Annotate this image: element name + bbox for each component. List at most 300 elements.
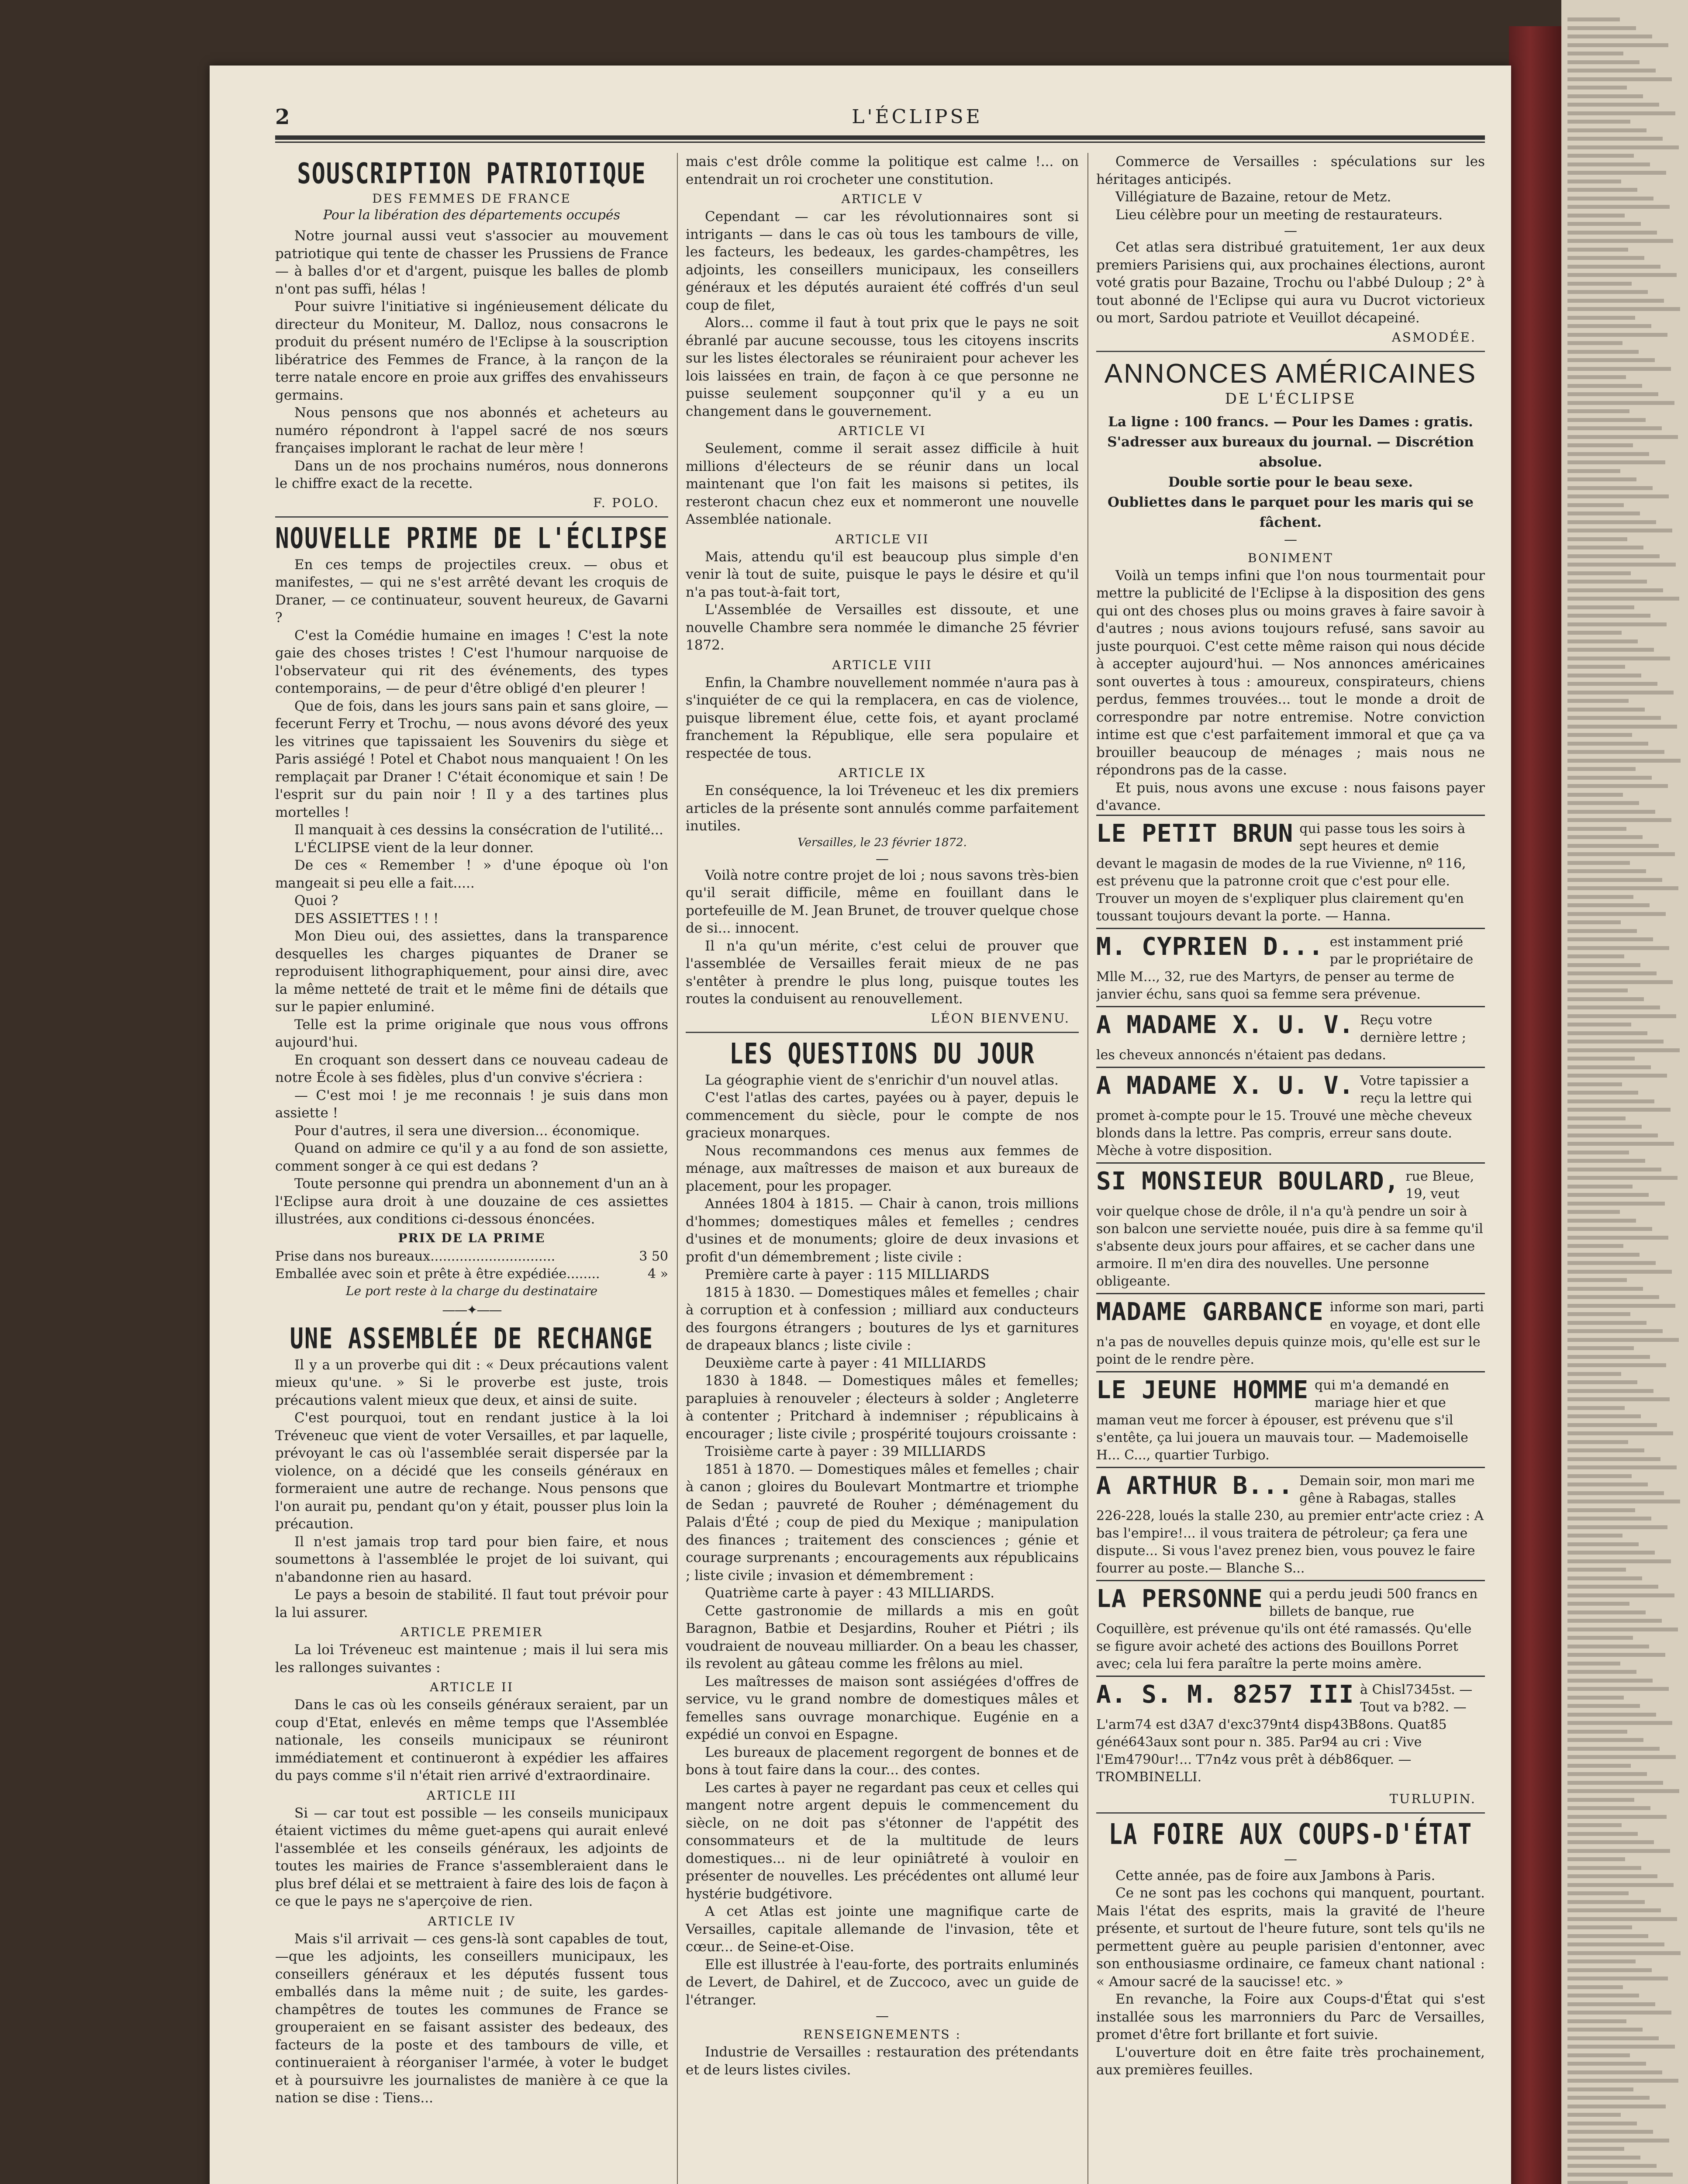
article-heading: ARTICLE III	[426, 1788, 517, 1803]
facing-page-edge	[1561, 0, 1688, 2184]
facing-page-text-line	[1567, 1210, 1620, 1214]
facing-page-text-line	[1567, 1329, 1663, 1333]
facing-page-text-line	[1567, 392, 1658, 396]
facing-page-text-line	[1567, 708, 1645, 712]
facing-page-text-line	[1567, 1133, 1658, 1137]
section-rule	[1096, 1812, 1485, 1814]
facing-page-text-line	[1567, 767, 1636, 771]
paragraph: Il n'a qu'un mérite, c'est celui de prouver que l'assemblée de Versailles ferait mieux de ne pas s'entêter à prendre le plus long, puisque toutes les routes la conduisent au renouvellement.	[686, 938, 1079, 1007]
facing-page-text-line	[1567, 1687, 1669, 1691]
dash-divider: —	[876, 851, 889, 867]
facing-page-text-line	[1567, 1151, 1629, 1154]
facing-page-text-line	[1567, 810, 1655, 814]
facing-page-text-line	[1567, 1448, 1644, 1452]
facing-page-text-line	[1567, 1440, 1628, 1444]
classified-ad	[1096, 1293, 1485, 1371]
facing-page-text-line	[1567, 299, 1664, 303]
paragraph: Nous pensons que nos abonnés et acheteurs au numéro répondront à l'appel sacré de nos sœurs françaises implorant le rachat de leur mère !	[275, 405, 668, 456]
facing-page-text-line	[1567, 1662, 1620, 1666]
facing-page-text-line	[1567, 920, 1621, 924]
facing-page-text-line	[1567, 2139, 1669, 2143]
paragraph: 1830 à 1848. — Domestiques mâles et femelles; parapluies à renouveler ; électeurs à solder ; Angleterre à contenter ; Pritchard à indemniser ; républicains à encourager ; liste civile ; prospérité toujours croissante :	[686, 1373, 1079, 1442]
facing-page-text-line	[1567, 1065, 1651, 1069]
facing-page-text-line	[1567, 648, 1654, 652]
facing-page-text-line	[1567, 17, 1620, 21]
facing-page-text-line	[1567, 307, 1680, 311]
paragraph: En revanche, la Foire aux Coups-d'État qui s'est installée sous les marronniers du Parc de Versailles, promet d'être fort brillante et fort suivie.	[1096, 1991, 1485, 2042]
shipping-note: Le port reste à la charge du destinataire	[345, 1283, 598, 1298]
paragraph: Dans un de nos prochains numéros, nous donnerons le chiffre exact de la recette.	[275, 458, 668, 491]
facing-page-text-line	[1567, 1849, 1670, 1853]
facing-page-text-line	[1567, 486, 1653, 490]
facing-page-text-line	[1567, 2028, 1643, 2032]
facing-page-text-line	[1567, 401, 1674, 405]
facing-page-text-line	[1567, 443, 1633, 447]
facing-page-text-line	[1567, 1823, 1622, 1827]
section-rule	[1096, 351, 1485, 352]
facing-page-text-line	[1567, 1747, 1660, 1751]
facing-page-text-line	[1567, 214, 1625, 218]
facing-page-text-line	[1567, 1159, 1645, 1163]
paragraph: 1815 à 1830. — Domestiques mâles et femelles ; chair à corruption et à confession ; milliard aux conducteurs des fourgons étrangers ; boutures de lys et garnitures de drapeaux blancs ; liste civile :	[686, 1284, 1079, 1353]
facing-page-text-line	[1567, 1721, 1672, 1725]
paragraph: Lieu célèbre pour un meeting de restaurateurs.	[1115, 207, 1443, 223]
paragraph: DES ASSIETTES ! ! !	[294, 910, 439, 926]
facing-page-text-line	[1567, 563, 1676, 567]
facing-page-text-line	[1567, 580, 1647, 584]
classified-ad	[1096, 1067, 1485, 1162]
facing-page-text-line	[1567, 971, 1657, 975]
facing-page-text-line	[1567, 1142, 1674, 1146]
price-row	[275, 1248, 668, 1265]
facing-page-text-line	[1567, 350, 1639, 354]
paragraph: 1851 à 1870. — Domestiques mâles et femelles ; chair à canon ; gloires du Boulevart Montmartre et triomphe de Sedan ; pauvreté de Rouher ; déménagement du Palais d'Été ; coup de pied du Mexique ; manipulation des finances ; traitement des consciences ; génie et courage surprenants ; encouragements aux républicains ; liste civile ; invasion et démembrement :	[686, 1461, 1079, 1583]
facing-page-text-line	[1567, 1798, 1634, 1802]
facing-page-text-line	[1567, 1423, 1657, 1427]
paragraph: Pour suivre l'initiative si ingénieusement délicate du directeur du Moniteur, M. Dalloz, nous consacrons le produit du présent numéro de l'Eclipse à la souscription libératrice des Femmes de France, à la rançon de la terre natale encore en proie aux griffes des envahisseurs germains.	[275, 299, 668, 403]
paragraph: Villégiature de Bazaine, retour de Metz.	[1115, 189, 1391, 205]
facing-page-text-line	[1567, 733, 1632, 737]
header-rule-thin	[275, 142, 1485, 143]
facing-page-text-line	[1567, 452, 1649, 456]
price-row	[275, 1265, 668, 1283]
paragraph: Telle est la prime originale que nous vous offrons aujourd'hui.	[275, 1016, 668, 1050]
facing-page-text-line	[1567, 2147, 1624, 2151]
facing-page-text-line	[1567, 1312, 1630, 1316]
facing-page-text-line	[1567, 1576, 1642, 1580]
facing-page-text-line	[1567, 2122, 1637, 2125]
facing-page-text-line	[1567, 1900, 1645, 1904]
facing-page-text-line	[1567, 1474, 1632, 1478]
price-value: 4 »	[648, 1266, 668, 1282]
article-heading: ARTICLE VIII	[832, 657, 932, 672]
facing-page-text-line	[1567, 1942, 1664, 1946]
facing-page-text-line	[1567, 1857, 1625, 1861]
facing-page-text-line	[1567, 835, 1643, 839]
facing-page-text-line	[1567, 1099, 1654, 1103]
facing-page-text-line	[1567, 145, 1679, 149]
paragraph: Il n'est jamais trop tard pour bien faire, et nous soumettons à l'assemblée le projet de loi suivant, qui n'abandonne rien au hasard.	[275, 1534, 668, 1585]
facing-page-text-line	[1567, 622, 1667, 626]
facing-page-text-line	[1567, 1372, 1621, 1376]
facing-page-text-line	[1567, 1738, 1643, 1742]
facing-page-text-line	[1567, 1883, 1674, 1887]
facing-page-text-line	[1567, 546, 1643, 549]
facing-page-text-line	[1567, 571, 1631, 575]
questions-title: LES QUESTIONS DU JOUR	[729, 1037, 1035, 1070]
facing-page-text-line	[1567, 1287, 1643, 1291]
facing-page-text-line	[1567, 137, 1663, 141]
facing-page-text-line	[1567, 1168, 1661, 1171]
column-1	[275, 153, 668, 2184]
paragraph: A cet Atlas est jointe une magnifique carte de Versailles, capitale allemande de l'invasion, tête et cœur... de Seine-et-Oise.	[686, 1904, 1079, 1955]
facing-page-text-line	[1567, 1951, 1681, 1955]
ad-name: A MADAME X. U. V.	[1096, 1071, 1354, 1100]
facing-page-text-line	[1567, 120, 1630, 124]
facing-page-text-line	[1567, 1406, 1625, 1410]
facing-page-text-line	[1567, 776, 1652, 780]
newspaper-page	[210, 66, 1511, 2184]
souscription-subtitle: DES FEMMES DE FRANCE	[372, 191, 571, 206]
facing-page-text-line	[1567, 691, 1674, 695]
facing-page-text-line	[1567, 750, 1664, 754]
facing-page-text-line	[1567, 963, 1640, 967]
facing-page-text-line	[1567, 375, 1626, 379]
paragraph: De ces « Remember ! » d'une époque où l'on mangeait si peu elle a fait.....	[275, 857, 668, 891]
facing-page-text-line	[1567, 256, 1644, 260]
facing-page-text-line	[1567, 861, 1630, 865]
facing-page-text-line	[1567, 26, 1636, 30]
facing-page-text-line	[1567, 1508, 1635, 1512]
facing-page-text-line	[1567, 1985, 1623, 1989]
facing-page-text-line	[1567, 1048, 1680, 1052]
dash-divider: —	[1284, 223, 1297, 238]
facing-page-text-line	[1567, 929, 1637, 933]
ad-text: rue Bleue, 19, veut voir quelque chose de drôle, il n'a qu'à pendre un soir à son balcon une serviette nouée, puis dire à sa femme qu'il s'absente deux jours pour affaires, et se cacher dans une armoire. Il m'en dira des nouvelles. Une personne obligeante.	[1096, 1168, 1483, 1289]
facing-page-text-line	[1567, 248, 1628, 252]
facing-page-text-line	[1567, 1908, 1661, 1912]
facing-page-text-line	[1567, 1730, 1627, 1734]
facing-page-text-line	[1567, 290, 1648, 294]
facing-page-text-line	[1567, 2079, 1678, 2083]
classified-ad	[1096, 928, 1485, 1006]
facing-page-text-line	[1567, 1465, 1677, 1469]
facing-page-text-line	[1567, 188, 1637, 192]
price-value: 3 50	[639, 1248, 668, 1264]
ad-name: M. CYPRIEN D...	[1096, 932, 1324, 961]
ad-text: Reçu votre dernière lettre ; les cheveux annoncés n'étaient pas dedans.	[1096, 1012, 1466, 1063]
section-rule	[275, 516, 668, 518]
classified-ad	[1096, 1676, 1485, 1789]
facing-page-text-line	[1567, 886, 1678, 890]
classified-ad	[1096, 1162, 1485, 1293]
facing-page-text-line	[1567, 358, 1655, 362]
paragraph: Si — car tout est possible — les conseils municipaux étaient victimes du même guet-apens qui aurait enlevé l'assemblée et les conseils généraux, les adjoints de toutes les mairies de France s'assembleraient dans le plus bref délai et se mettraient à faire des lois de façon à ce que le pays ne s'aperçoive de rien.	[275, 1805, 668, 1909]
facing-page-text-line	[1567, 273, 1677, 277]
facing-page-text-line	[1567, 503, 1624, 507]
facing-page-text-line	[1567, 494, 1669, 498]
facing-page-text-line	[1567, 180, 1621, 183]
ad-text: qui m'a demandé en mariage hier et que maman veut me forcer à épouser, est prévenu que s'il s'entête, ça lui jouera un mauvais tour. — Mademoiselle H... C..., quartier Turbigo.	[1096, 1377, 1468, 1463]
facing-page-text-line	[1567, 341, 1622, 345]
paragraph: La loi Tréveneuc est maintenue ; mais il lui sera mis les rallonges suivantes :	[275, 1642, 668, 1676]
facing-page-text-line	[1567, 1057, 1635, 1061]
facing-page-text-line	[1567, 520, 1656, 524]
facing-page-text-line	[1567, 60, 1640, 64]
facing-page-text-line	[1567, 1704, 1640, 1708]
facing-page-text-line	[1567, 903, 1650, 907]
facing-page-text-line	[1567, 2156, 1640, 2160]
facing-page-text-line	[1567, 1074, 1667, 1078]
facing-page-text-line	[1567, 1380, 1637, 1384]
facing-page-text-line	[1567, 1670, 1636, 1674]
facing-page-text-line	[1567, 1959, 1636, 1963]
article-heading: ARTICLE PREMIER	[400, 1625, 543, 1639]
facing-page-text-line	[1567, 1355, 1650, 1359]
column-separator	[1087, 153, 1088, 2184]
facing-page-text-line	[1567, 1363, 1666, 1367]
ad-name: A. S. M. 8257 III	[1096, 1680, 1354, 1709]
paragraph: Mon Dieu oui, des assiettes, dans la transparence desquelles les charges piquantes de Draner se reproduisent lithographiquement, pour ainsi dire, avec la même netteté de trait et le même fini de détails que sur le papier enluminé.	[275, 928, 668, 1015]
facing-page-text-line	[1567, 2053, 1630, 2057]
facing-page-text-line	[1567, 1236, 1668, 1240]
facing-page-text-line	[1567, 1295, 1659, 1299]
paragraph: Mais, attendu qu'il est beaucoup plus simple d'en venir là tout de suite, puisque le pays le désire et qu'il n'a pas tout-à-fait tort,	[686, 549, 1079, 600]
paragraph: Il manquait à ces dessins la consécration de l'utilité...	[294, 822, 663, 838]
masthead: L'ÉCLIPSE	[852, 106, 983, 128]
facing-page-text-line	[1567, 2173, 1673, 2177]
ad-text: qui passe tous les soirs à sept heures et demie devant le magasin de modes de la rue Vivienne, nº 116, est prévenu que la patronne croit que c'est pour elle. Trouver un moyen de s'expliquer plus clairement qu'en toussant toujours devant la porte. — Hanna.	[1096, 821, 1466, 924]
paragraph: En ces temps de projectiles creux. — obus et manifestes, — qui ne s'est arrêté devant les croquis de Draner, — ce continuateur, souvent heureux, de Gavarni ?	[275, 556, 668, 625]
assemblee-title: UNE ASSEMBLÉE DE RECHANGE	[290, 1322, 654, 1355]
paragraph: Alors... comme il faut à tout prix que le pays ne soit ébranlé par aucune secousse, tous les citoyens inscrits sur les listes électorales se réuniraient pour achever les lois laissées en train, de façon à ce que personne ne puisse seulement soupçonner qu'il y a eu un changement dans le gouvernement.	[686, 315, 1079, 419]
facing-page-text-line	[1567, 801, 1639, 805]
paragraph: Les cartes à payer ne regardant pas ceux et celles qui mangent notre argent depuis le commencement du siècle, on ne doit pas s'étonner de l'appétit des consommateurs et de la multitude de leurs domestiques... ni de leur opiniâtreté à vouloir en présenter de nouvelles. Les précédentes ont allumé leur hystérie budgétivore.	[686, 1780, 1079, 1902]
facing-page-text-line	[1567, 86, 1627, 90]
facing-page-text-line	[1567, 2019, 1626, 2023]
facing-page-text-line	[1567, 793, 1623, 797]
facing-page-text-line	[1567, 231, 1657, 235]
paragraph: Quand on admire ce qu'il y a au fond de son assiette, comment songer à ce qui est dedans ?	[275, 1140, 668, 1174]
paragraph: C'est la Comédie humaine en images ! C'est la note gaie des choses tristes ! C'est l'humour narquoise de l'observateur qui rit des événements, des types contemporains, — de peur d'être obligé d'en pleurer !	[275, 627, 668, 696]
facing-page-text-line	[1567, 699, 1629, 703]
article-heading: ARTICLE VI	[838, 424, 926, 438]
facing-page-text-line	[1567, 2070, 1662, 2074]
paragraph: Toute personne qui prendra un abonnement d'un an à l'Eclipse aura droit à une douzaine de ces assiettes illustrées, aux conditions ci-dessous énoncées.	[275, 1176, 668, 1227]
facing-page-text-line	[1567, 1389, 1653, 1393]
facing-page-text-line	[1567, 1346, 1634, 1350]
paragraph: Cet atlas sera distribué gratuitement, 1er aux deux premiers Parisiens qui, aux prochaines élections, auront voté gratis pour Bazaine, Trochu ou l'abbé Duloup ; 2° à tout abonné de l'Eclipse qui aura vu Ducrot victorieux ou mort, Sardou patriote et Veuillot décapeiné.	[1096, 239, 1485, 326]
facing-page-text-line	[1567, 1815, 1667, 1819]
ornament-divider: ——✦——	[442, 1302, 501, 1318]
foire-title: LA FOIRE AUX COUPS-D'ÉTAT	[1108, 1818, 1473, 1851]
ad-name: LE JEUNE HOMME	[1096, 1375, 1309, 1404]
facing-page-text-line	[1567, 725, 1677, 729]
facing-page-text-line	[1567, 1619, 1662, 1623]
facing-page-text-line	[1567, 1542, 1639, 1546]
souscription-tagline: Pour la libération des départements occupés	[323, 207, 621, 223]
facing-page-text-line	[1567, 1278, 1627, 1282]
facing-page-text-line	[1567, 716, 1661, 720]
facing-page-text-line	[1567, 1253, 1640, 1257]
facing-page-text-line	[1567, 1525, 1667, 1529]
paragraph: Les bureaux de placement regorgent de bonnes et de bons à tout faire dans la cour... des contes.	[686, 1744, 1079, 1778]
facing-page-text-line	[1567, 52, 1623, 55]
facing-page-text-line	[1567, 1840, 1654, 1844]
souscription-title: SOUSCRIPTION PATRIOTIQUE	[297, 157, 646, 190]
facing-page-text-line	[1567, 742, 1648, 746]
facing-page-text-line	[1567, 1227, 1652, 1231]
dash-divider: —	[1284, 532, 1297, 547]
facing-page-text-line	[1567, 657, 1670, 660]
facing-page-text-line	[1567, 171, 1666, 175]
facing-page-text-line	[1567, 1679, 1653, 1683]
facing-page-text-line	[1567, 997, 1644, 1001]
ad-name: LA PERSONNE	[1096, 1584, 1263, 1613]
facing-page-text-line	[1567, 988, 1628, 992]
facing-page-text-line	[1567, 1636, 1633, 1640]
facing-page-text-line	[1567, 460, 1665, 464]
paragraph: Quatrième carte à payer : 43 MILLIARDS.	[705, 1585, 995, 1601]
section-rule	[686, 1032, 1079, 1033]
facing-page-text-line	[1567, 1397, 1670, 1401]
facing-page-text-line	[1567, 1568, 1626, 1572]
article-heading: ARTICLE V	[841, 192, 923, 206]
facing-page-text-line	[1567, 954, 1624, 958]
paragraph: Commerce de Versailles : spéculations sur les héritages anticipés.	[1096, 154, 1485, 187]
facing-page-text-line	[1567, 154, 1634, 158]
annonces-title: ANNONCES AMÉRICAINES	[1104, 358, 1477, 389]
paragraph: Cette année, pas de foire aux Jambons à Paris.	[1115, 1867, 1436, 1883]
facing-page-text-line	[1567, 1014, 1676, 1018]
paragraph: Mais s'il arrivait — ces gens-là sont capables de tout,—que les adjoints, les conseillers municipaux, les conseillers généraux et les députés fussent tous emballés dans la même nuit ; de suite, les gardes-champêtres de toutes les communes de France se grouperaient en se faisant assister des bedeaux, des facteurs de la poste et des tambours de ville, et continueraient à réorganiser l'armée, à voter le budget et à poursuivre les journalistes de manière à ce que la nation se dise : Tiens...	[275, 1931, 668, 2106]
ad-name: A ARTHUR B...	[1096, 1471, 1294, 1500]
facing-page-text-line	[1567, 1185, 1633, 1189]
facing-page-text-line	[1567, 2105, 1666, 2108]
facing-page-text-line	[1567, 1551, 1655, 1555]
facing-page-text-line	[1567, 852, 1675, 856]
facing-page-text-line	[1567, 2002, 1655, 2006]
paragraph: Première carte à payer : 115 MILLIARDS	[705, 1267, 990, 1282]
facing-page-text-line	[1567, 1832, 1638, 1836]
prime-title: NOUVELLE PRIME DE L'ÉCLIPSE	[275, 522, 668, 555]
column-separator	[677, 153, 678, 2184]
facing-page-text-line	[1567, 384, 1642, 388]
facing-page-text-line	[1567, 426, 1662, 430]
facing-page-text-line	[1567, 1781, 1663, 1785]
article-heading: ARTICLE IV	[428, 1914, 516, 1928]
facing-page-text-line	[1567, 1091, 1638, 1095]
ad-text: est instamment prié par le propriétaire de Mlle M..., 32, rue des Martyrs, de penser au terme de janvier échu, sans quoi sa femme sera prévenue.	[1096, 934, 1474, 1002]
facing-page-text-line	[1567, 1431, 1673, 1435]
facing-page-text-line	[1567, 1534, 1622, 1538]
paragraph: L'ouverture doit en être faite très prochainement, aux premières feuilles.	[1096, 2044, 1485, 2078]
facing-page-text-line	[1567, 759, 1681, 763]
facing-page-text-line	[1567, 674, 1641, 677]
facing-page-text-line	[1567, 239, 1673, 243]
paragraph: Enfin, la Chambre nouvellement nommée n'aura pas à s'inquiéter de ce qui la remplacera, en cas de violence, puisque librement élue, cette fois, et ayant proclamé franchement la République, elle sera populaire et respectée de tous.	[686, 674, 1079, 761]
facing-page-text-line	[1567, 35, 1652, 38]
paragraph: Que de fois, dans les jours sans pain et sans gloire, — fecerunt Ferry et Trochu, — nous avons dévoré des yeux les vitrines que tapissaient les Souvenirs du siège et Paris assiégé ! Potel et Chabot nous manquaient ! On les remplaçait par Draner ! C'était économique et sain ! De l'esprit sur du pain noir ! Il y a des tartines plus mortelles !	[275, 698, 668, 820]
facing-page-text-line	[1567, 639, 1638, 643]
facing-page-text-line	[1567, 1559, 1671, 1563]
facing-page-text-line	[1567, 2087, 1633, 2091]
ad-text: Votre tapissier a reçu la lettre qui promet à-compte pour le 15. Trouvé une mèche cheveux blonds dans la lettre. Pas compris, erreur sans doute. Mèche à votre disposition.	[1096, 1073, 1472, 1158]
book-binding	[1509, 26, 1561, 2184]
facing-page-text-line	[1567, 1006, 1660, 1009]
boniment-heading: BONIMENT	[1248, 550, 1333, 565]
ad-name: LE PETIT BRUN	[1096, 819, 1294, 848]
paragraph: Deuxième carte à payer : 41 MILLIARDS	[705, 1355, 986, 1371]
facing-page-text-line	[1567, 869, 1646, 873]
facing-page-text-line	[1567, 435, 1678, 439]
facing-page-text-line	[1567, 895, 1633, 899]
annonces-line: Oubliettes dans le parquet pour les maris qui se fâchent.	[1107, 494, 1474, 530]
facing-page-text-line	[1567, 1040, 1664, 1044]
facing-page-text-line	[1567, 2181, 1628, 2184]
column-2	[686, 153, 1079, 2184]
paragraph: Il y a un proverbe qui dit : « Deux précautions valent mieux qu'une. » Si le proverbe est juste, trois précautions valent mieux que deux, et ainsi de suite.	[275, 1357, 668, 1408]
ad-name: A MADAME X. U. V.	[1096, 1010, 1354, 1039]
facing-page-text-line	[1567, 1764, 1631, 1768]
page-number: 2	[275, 105, 290, 129]
facing-page-text-line	[1567, 1414, 1641, 1418]
facing-page-text-line	[1567, 554, 1660, 558]
classified-ad	[1096, 1006, 1485, 1067]
paragraph: Ce ne sont pas les cochons qui manquent, pourtant. Mais l'état des esprits, mais la gravité de l'heure présente, et surtout de l'heure future, sont tels qu'ils ne permettent guère au peuple parisien d'entonner, avec son enthousiasme ordinaire, ce fameux chant national : « Amour sacré de la saucisse! etc. »	[1096, 1885, 1485, 1990]
facing-page-text-line	[1567, 418, 1646, 422]
facing-page-text-line	[1567, 1891, 1629, 1895]
paragraph: Troisième carte à payer : 39 MILLIARDS	[705, 1444, 986, 1459]
facing-page-text-line	[1567, 1772, 1647, 1776]
facing-page-text-line	[1567, 1713, 1656, 1717]
paragraph: Industrie de Versailles : restauration des prétendants et de leurs listes civiles.	[686, 2044, 1079, 2078]
facing-page-text-line	[1567, 1219, 1636, 1223]
facing-page-text-line	[1567, 1866, 1641, 1870]
facing-page-text-line	[1567, 1176, 1678, 1180]
facing-page-text-line	[1567, 631, 1622, 635]
paragraph: Pour d'autres, il sera une diversion... économique.	[294, 1123, 640, 1139]
paragraph: En croquant son dessert dans ce nouveau cadeau de notre École à ses fidèles, plus d'un convive s'écriera :	[275, 1052, 668, 1085]
facing-page-text-line	[1567, 111, 1675, 115]
paragraph: La géographie vient de s'enrichir d'un nouvel atlas.	[705, 1072, 1059, 1088]
facing-page-text-line	[1567, 1261, 1656, 1265]
facing-page-text-line	[1567, 324, 1651, 328]
facing-page-text-line	[1567, 1500, 1680, 1503]
dash-divider: —	[876, 2008, 889, 2024]
paragraph: Voilà notre contre projet de loi ; nous savons très-bien qu'il serait difficile, même en fouillant dans le portefeuille de M. Jean Brunet, de trouver quelque chose de si... innocent.	[686, 867, 1079, 936]
facing-page-text-line	[1567, 77, 1672, 81]
header-rule	[275, 135, 1485, 140]
ad-text: à Chisl7345st. — Tout va b?82. — L'arm74 est d3A7 d'exc379nt4 disp43B8ons. Quat85 géné643aux sont pour n. 385. Par94 au cri : Vive l'Em4790ur!... T7n4z vous prêt à déb86quer. — TROMBINELLI.	[1096, 1682, 1473, 1785]
dash-divider: —	[1284, 1851, 1297, 1867]
facing-page-text-line	[1567, 1031, 1647, 1035]
facing-page-text-line	[1567, 1977, 1668, 1980]
paragraph: En conséquence, la loi Tréveneuc et les dix premiers articles de la présente sont annulés comme parfaitement inutiles.	[686, 783, 1079, 834]
facing-page-text-line	[1567, 2130, 1653, 2134]
facing-page-text-line	[1567, 1994, 1639, 1997]
facing-page-text-line	[1567, 367, 1671, 371]
renseignements-heading: RENSEIGNEMENTS :	[803, 2027, 961, 2042]
price-label: Prise dans nos bureaux..............................	[275, 1248, 556, 1264]
facing-page-text-line	[1567, 1491, 1664, 1495]
facing-page-text-line	[1567, 2164, 1657, 2168]
ad-text: informe son mari, parti en voyage, et dont elle n'a pas de nouvelles depuis quinze mois, qu'elle est sur le point de le rendre père.	[1096, 1299, 1484, 1367]
facing-page-text-line	[1567, 205, 1670, 209]
annonces-line: La ligne : 100 francs. — Pour les Dames : gratis.	[1108, 414, 1473, 430]
facing-page-text-line	[1567, 946, 1669, 950]
facing-page-text-line	[1567, 827, 1626, 831]
